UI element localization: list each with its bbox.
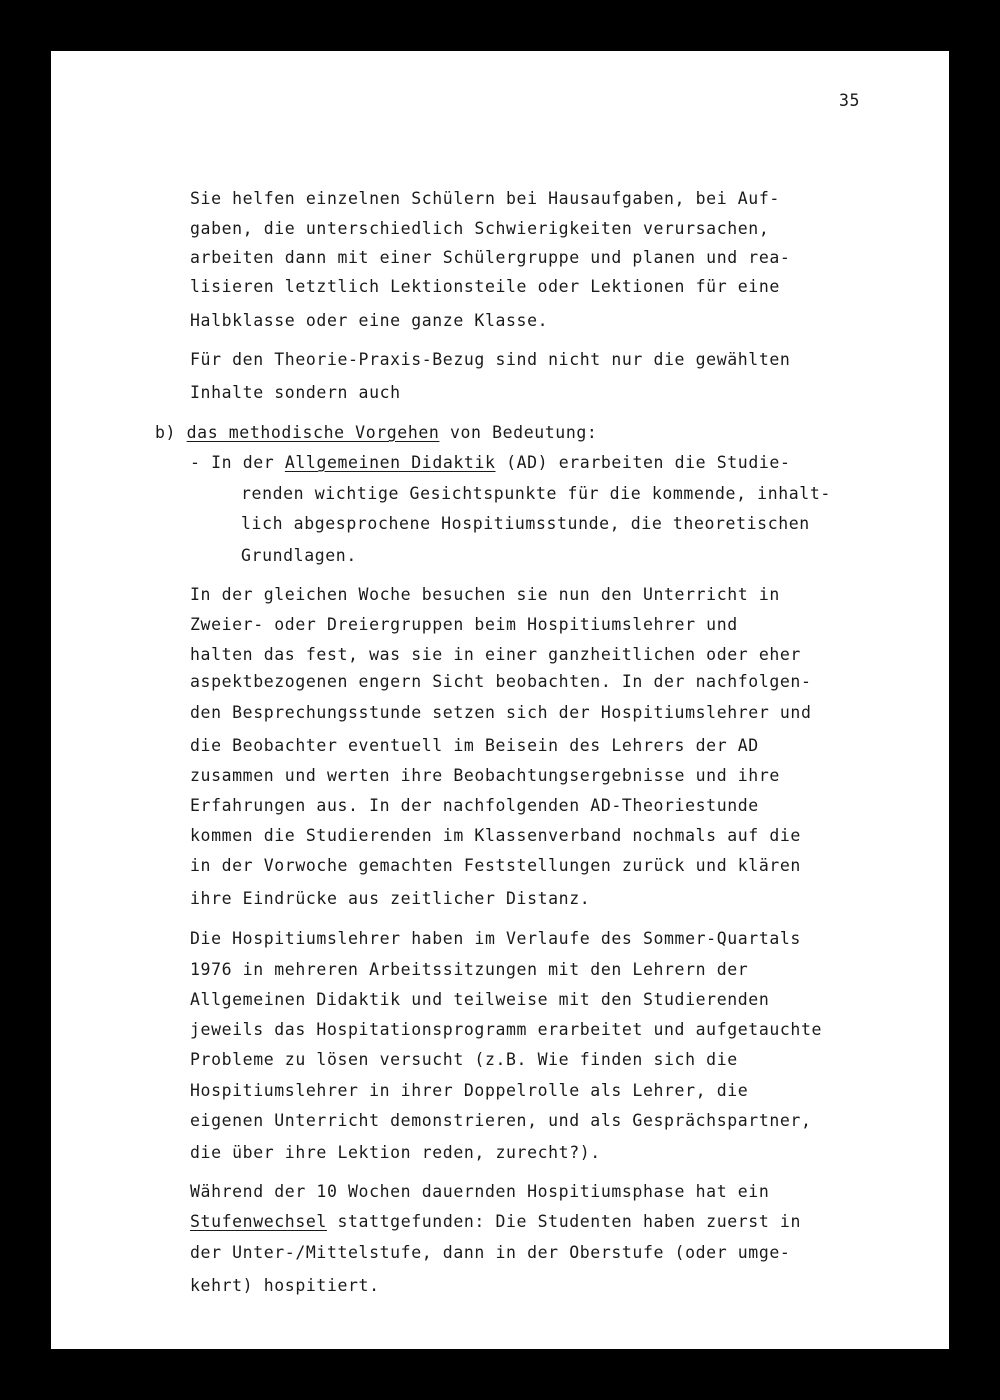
bullet-dash: - — [190, 453, 201, 472]
p1-line-5: Halbklasse oder eine ganze Klasse. — [190, 311, 549, 330]
p1-line-2: gaben, die unterschiedlich Schwierigkeiten verursachen, — [190, 219, 770, 238]
p3-line-3: halten das fest, was sie in einer ganzheitlichen oder eher — [190, 645, 801, 664]
p4-line-4: jeweils das Hospitationsprogramm erarbeitet und aufgetauchte — [190, 1020, 823, 1039]
bullet-line-2: renden wichtige Gesichtspunkte für die kommende, inhalt- — [241, 484, 831, 503]
bullet-line-4: Grundlagen. — [241, 546, 357, 565]
document-page — [51, 51, 949, 1349]
p3-line-2: Zweier- oder Dreiergruppen beim Hospitiumslehrer und — [190, 615, 738, 634]
p3-line-6: die Beobachter eventuell im Beisein des Lehrers der AD — [190, 736, 759, 755]
p4-line-7: eigenen Unterricht demonstrieren, und als Gesprächspartner, — [190, 1111, 812, 1130]
p5-line-2-rest: stattgefunden: Die Studenten haben zuerst in — [326, 1212, 801, 1231]
p3-line-4: aspektbezogenen engern Sicht beobachten. In der nachfolgen- — [190, 672, 812, 691]
bullet-line-3: lich abgesprochene Hospitiumsstunde, die theoretischen — [241, 514, 810, 533]
p3-line-1: In der gleichen Woche besuchen sie nun den Unterricht in — [190, 585, 780, 604]
item-b-rest: von Bedeutung: — [439, 423, 598, 442]
p4-line-5: Probleme zu lösen versucht (z.B. Wie finden sich die — [190, 1050, 738, 1069]
bullet-post: (AD) erarbeiten die Studie- — [495, 453, 791, 472]
p4-line-3: Allgemeinen Didaktik und teilweise mit den Studierenden — [190, 990, 770, 1009]
p4-line-6: Hospitiumslehrer in ihrer Doppelrolle als Lehrer, die — [190, 1081, 749, 1100]
p3-line-7: zusammen und werten ihre Beobachtungsergebnisse und ihre — [190, 766, 780, 785]
p1-line-1: Sie helfen einzelnen Schülern bei Hausaufgaben, bei Auf- — [190, 189, 780, 208]
p3-line-5: den Besprechungsstunde setzen sich der Hospitiumslehrer und — [190, 703, 812, 722]
bullet-underlined: Allgemeinen Didaktik — [284, 453, 496, 472]
p3-line-8: Erfahrungen aus. In der nachfolgenden AD-Theoriestunde — [190, 796, 759, 815]
p1-line-4: lisieren letztlich Lektionsteile oder Lektionen für eine — [190, 277, 780, 296]
p5-underlined: Stufenwechsel — [190, 1212, 327, 1231]
p5-line-4: kehrt) hospitiert. — [190, 1276, 380, 1295]
p3-line-9: kommen die Studierenden im Klassenverband nochmals auf die — [190, 826, 801, 845]
p5-line-1: Während der 10 Wochen dauernden Hospitiumsphase hat ein — [190, 1182, 770, 1201]
item-b-line — [155, 422, 597, 444]
item-b-underlined: das methodische Vorgehen — [186, 423, 440, 442]
bullet-line-1 — [190, 452, 790, 474]
p5-line-3: der Unter-/Mittelstufe, dann in der Oberstufe (oder umge- — [190, 1243, 791, 1262]
p2-line-2: Inhalte sondern auch — [190, 383, 401, 402]
p4-line-1: Die Hospitiumslehrer haben im Verlaufe des Sommer-Quartals — [190, 929, 801, 948]
item-b-marker: b) — [155, 423, 177, 442]
p5-line-2 — [190, 1211, 801, 1233]
p4-line-2: 1976 in mehreren Arbeitssitzungen mit den Lehrern der — [190, 960, 749, 979]
p2-line-1: Für den Theorie-Praxis-Bezug sind nicht nur die gewählten — [190, 350, 791, 369]
p1-line-3: arbeiten dann mit einer Schülergruppe und planen und rea- — [190, 248, 791, 267]
page-number: 35 — [839, 91, 861, 110]
bullet-pre: In der — [211, 453, 285, 472]
p4-line-8: die über ihre Lektion reden, zurecht?). — [190, 1143, 601, 1162]
p3-line-11: ihre Eindrücke aus zeitlicher Distanz. — [190, 889, 591, 908]
p3-line-10: in der Vorwoche gemachten Feststellungen zurück und klären — [190, 856, 801, 875]
